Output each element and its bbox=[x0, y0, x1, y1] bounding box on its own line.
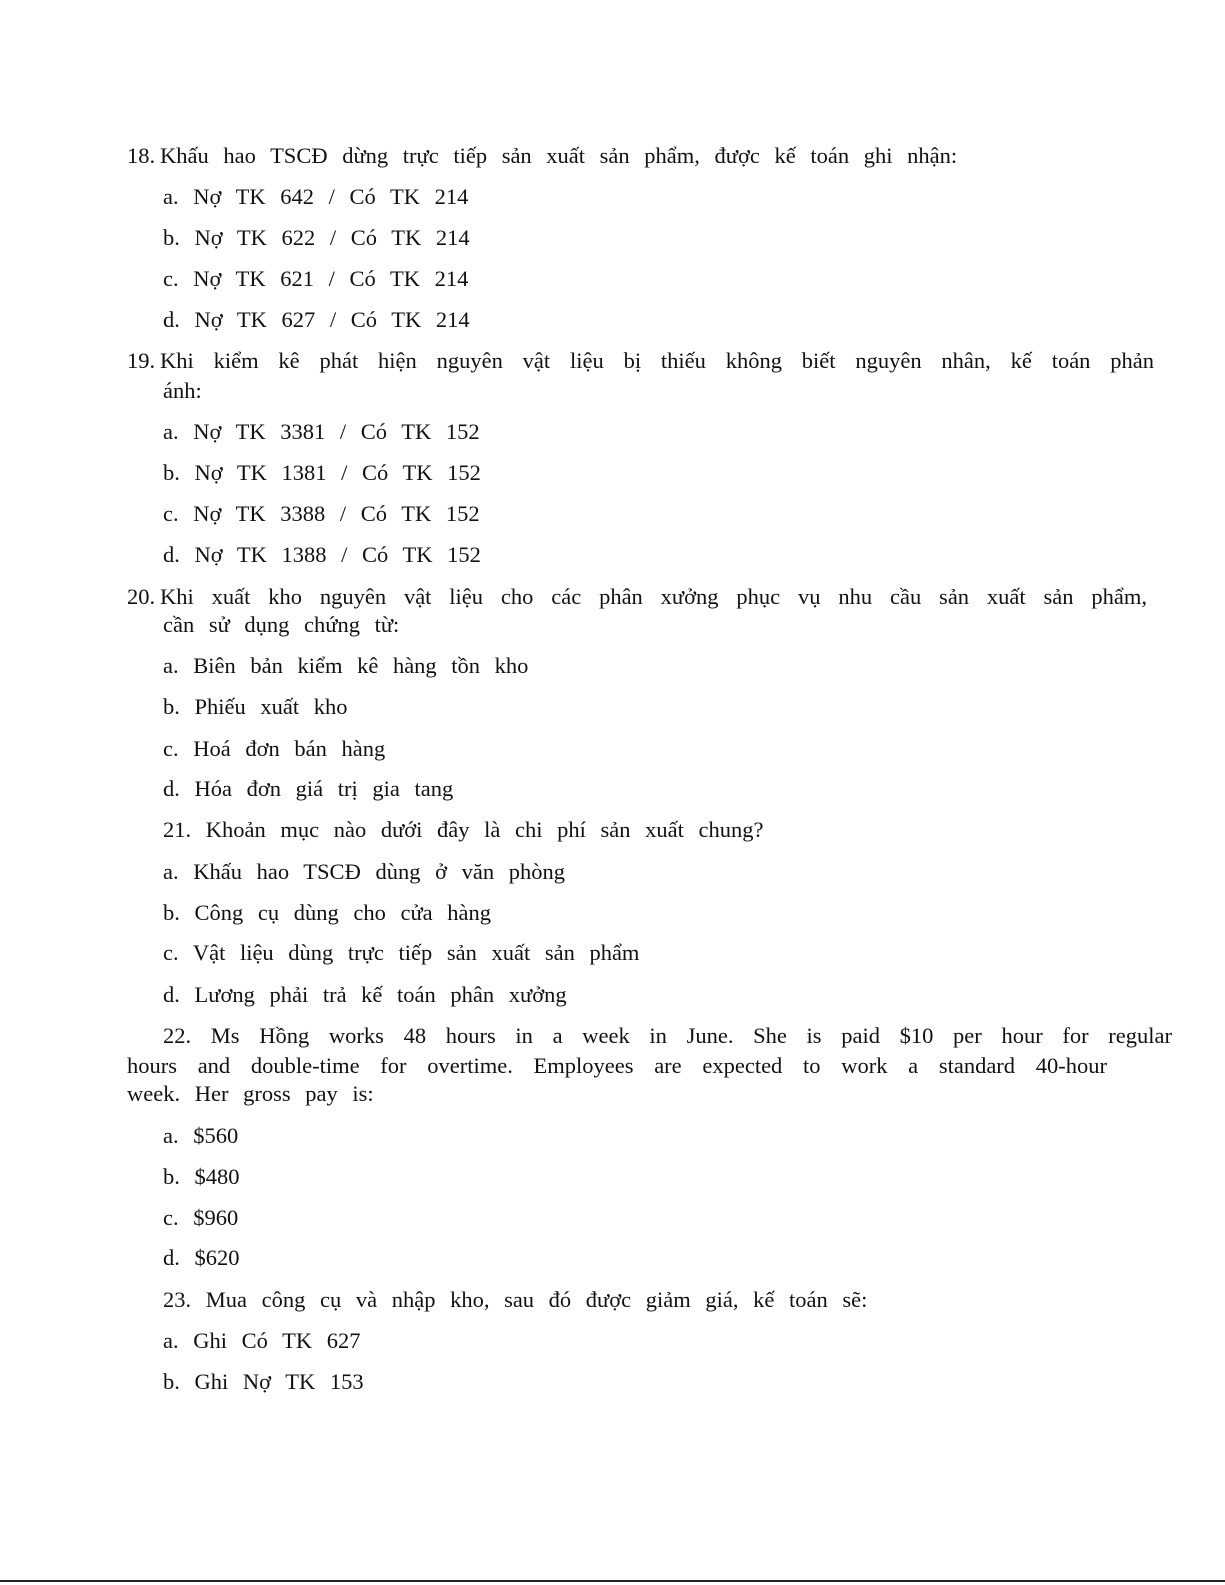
option-d: d. Nợ TK 627 / Có TK 214 bbox=[163, 307, 470, 332]
option-d: d. Lương phải trả kế toán phân xưởng bbox=[163, 982, 567, 1007]
question-22: 22. Ms Hồng works 48 hours in a week in June. She is paid $10 per hour for regular bbox=[163, 1023, 1172, 1048]
option-c: c. Vật liệu dùng trực tiếp sản xuất sản phẩm bbox=[163, 940, 640, 965]
question-text: Khấu hao TSCĐ dừng trực tiếp sản xuất sản phẩm, được kế toán ghi nhận: bbox=[160, 143, 958, 168]
option-a: a. $560 bbox=[163, 1123, 239, 1148]
option-a: a. Ghi Có TK 627 bbox=[163, 1328, 361, 1353]
option-c: c. Nợ TK 3388 / Có TK 152 bbox=[163, 501, 480, 526]
question-23: 23. Mua công cụ và nhập kho, sau đó được giảm giá, kế toán sẽ: bbox=[163, 1287, 868, 1312]
option-a: a. Nợ TK 3381 / Có TK 152 bbox=[163, 419, 480, 444]
question-text-line: Khi kiểm kê phát hiện nguyên vật liệu bị thiếu không biết nguyên nhân, kế toán phản bbox=[160, 348, 1154, 373]
question-text-line: Khi xuất kho nguyên vật liệu cho các phân xưởng phục vụ nhu cầu sản xuất sản phẩm, bbox=[160, 584, 1147, 609]
option-b: b. Ghi Nợ TK 153 bbox=[163, 1369, 364, 1394]
option-b: b. $480 bbox=[163, 1164, 240, 1189]
option-c: c. Hoá đơn bán hàng bbox=[163, 736, 386, 761]
option-c: c. Nợ TK 621 / Có TK 214 bbox=[163, 266, 469, 291]
option-a: a. Khấu hao TSCĐ dùng ở văn phòng bbox=[163, 859, 565, 884]
question-number: 18. bbox=[127, 143, 156, 168]
option-b: b. Nợ TK 622 / Có TK 214 bbox=[163, 225, 470, 250]
option-b: b. Công cụ dùng cho cửa hàng bbox=[163, 900, 492, 925]
option-d: d. Hóa đơn giá trị gia tang bbox=[163, 776, 454, 801]
question-text-line: cần sử dụng chứng từ: bbox=[163, 612, 400, 637]
option-d: d. Nợ TK 1388 / Có TK 152 bbox=[163, 542, 481, 567]
option-b: b. Phiếu xuất kho bbox=[163, 694, 348, 719]
option-b: b. Nợ TK 1381 / Có TK 152 bbox=[163, 460, 481, 485]
question-text-line: ánh: bbox=[163, 378, 202, 403]
option-c: c. $960 bbox=[163, 1205, 239, 1230]
question-number: 20. bbox=[127, 584, 156, 609]
page-bottom-rule bbox=[0, 1580, 1225, 1582]
question-text-line: week. Her gross pay is: bbox=[127, 1081, 374, 1106]
question-text-line: hours and double-time for overtime. Employees are expected to work a standard 40-hour bbox=[127, 1053, 1107, 1078]
option-a: a. Nợ TK 642 / Có TK 214 bbox=[163, 184, 469, 209]
option-d: d. $620 bbox=[163, 1245, 240, 1270]
question-number: 19. bbox=[127, 348, 156, 373]
option-a: a. Biên bản kiểm kê hàng tồn kho bbox=[163, 653, 529, 678]
question-21: 21. Khoản mục nào dưới đây là chi phí sản xuất chung? bbox=[163, 817, 764, 842]
